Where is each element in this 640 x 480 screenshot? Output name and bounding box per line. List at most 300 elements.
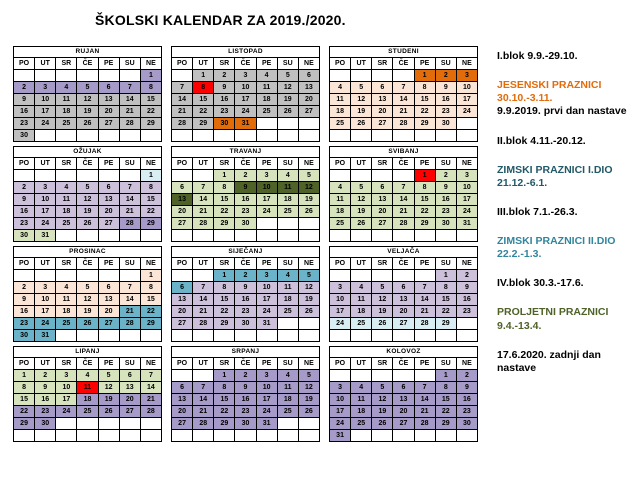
day-cell [330,170,351,182]
day-cell [119,170,140,182]
day-cell [372,330,393,342]
day-cell: 7 [393,82,414,94]
day-cell: 14 [193,294,214,306]
day-cell: 3 [330,282,351,294]
day-cell: 2 [235,270,256,282]
day-cell: 12 [372,394,393,406]
day-cell [119,130,140,142]
day-cell: 9 [456,382,477,394]
month-title: KOLOVOZ [330,347,478,358]
day-cell: 12 [277,82,298,94]
day-cell: 28 [393,218,414,230]
day-cell [393,370,414,382]
day-cell [193,130,214,142]
day-cell: 10 [35,294,56,306]
day-cell [193,270,214,282]
day-cell [298,418,319,430]
day-header: ČE [235,158,256,170]
day-cell: 29 [193,118,214,130]
day-cell [351,270,372,282]
day-cell: 15 [214,394,235,406]
day-cell: 12 [351,194,372,206]
day-cell: 1 [14,370,35,382]
day-cell: 24 [256,306,277,318]
legend-item: III.blok 7.1.-26.3. [497,205,578,218]
day-cell [414,130,435,142]
day-cell: 23 [235,306,256,318]
day-cell: 26 [351,218,372,230]
day-cell: 13 [372,194,393,206]
day-cell: 3 [35,282,56,294]
day-cell [277,218,298,230]
day-cell [277,318,298,330]
day-cell: 2 [14,82,35,94]
day-cell: 25 [77,406,98,418]
day-cell [77,330,98,342]
day-header: UT [193,58,214,70]
day-header: SR [372,258,393,270]
day-cell: 16 [14,206,35,218]
day-cell: 8 [214,282,235,294]
legend-item: 17.6.2020. zadnji dan nastave [497,348,601,374]
day-cell: 9 [235,182,256,194]
day-cell: 12 [298,282,319,294]
day-header: SU [119,258,140,270]
day-cell: 3 [456,70,477,82]
day-cell [35,170,56,182]
day-cell: 11 [351,294,372,306]
day-header: SR [372,158,393,170]
day-cell: 1 [414,70,435,82]
day-cell [256,230,277,242]
day-cell: 20 [172,306,193,318]
day-cell [172,330,193,342]
day-cell: 9 [14,294,35,306]
day-cell: 7 [119,182,140,194]
day-cell: 8 [140,182,161,194]
day-cell: 12 [98,382,119,394]
day-cell: 7 [119,82,140,94]
day-cell: 8 [435,382,456,394]
day-header: PE [414,58,435,70]
day-cell: 22 [414,106,435,118]
day-cell: 14 [414,394,435,406]
day-cell: 3 [35,182,56,194]
day-cell: 31 [330,430,351,442]
day-cell: 19 [351,206,372,218]
day-cell: 26 [77,118,98,130]
day-cell: 26 [277,106,298,118]
day-cell: 30 [435,218,456,230]
day-cell: 3 [35,82,56,94]
day-header: PE [98,158,119,170]
day-cell [235,230,256,242]
day-cell: 23 [14,218,35,230]
day-cell: 12 [351,94,372,106]
day-cell [393,70,414,82]
day-cell: 18 [277,394,298,406]
day-cell [214,330,235,342]
calendar-prosinac [13,246,162,342]
day-cell: 2 [435,70,456,82]
month-title: LIPANJ [14,347,162,358]
day-header: PO [172,58,193,70]
day-cell: 13 [98,294,119,306]
day-cell: 29 [414,118,435,130]
day-cell [277,230,298,242]
day-header: SU [277,358,298,370]
day-cell [256,430,277,442]
day-cell: 26 [351,118,372,130]
day-cell: 4 [330,82,351,94]
day-cell: 14 [119,194,140,206]
day-cell: 6 [172,382,193,394]
day-cell [193,230,214,242]
day-cell: 4 [330,182,351,194]
day-cell: 29 [140,118,161,130]
day-cell: 21 [193,406,214,418]
day-cell: 11 [351,394,372,406]
day-cell [98,170,119,182]
day-cell [372,370,393,382]
day-cell: 3 [456,170,477,182]
day-cell: 17 [35,106,56,118]
day-cell [140,418,161,430]
day-cell: 13 [298,82,319,94]
calendar-srpanj [171,346,320,442]
month-title: PROSINAC [14,247,162,258]
day-cell [35,430,56,442]
day-cell [456,318,477,330]
day-header: ČE [393,58,414,70]
day-cell [256,330,277,342]
day-cell [414,370,435,382]
day-cell: 15 [14,394,35,406]
day-cell: 10 [35,94,56,106]
day-cell: 30 [435,118,456,130]
day-cell [14,270,35,282]
day-cell [77,418,98,430]
day-header: SR [56,358,77,370]
day-cell: 18 [330,206,351,218]
day-cell [414,270,435,282]
day-cell [298,218,319,230]
page-title: ŠKOLSKI KALENDAR ZA 2019./2020. [95,12,346,28]
day-cell [277,430,298,442]
day-cell: 21 [119,206,140,218]
day-cell: 26 [77,218,98,230]
month-title: VELJAČA [330,247,478,258]
day-header: PE [414,258,435,270]
day-cell: 24 [56,406,77,418]
day-cell: 8 [140,82,161,94]
day-cell: 21 [119,306,140,318]
day-cell: 30 [235,218,256,230]
day-cell: 23 [235,406,256,418]
day-cell [119,430,140,442]
day-cell: 2 [456,270,477,282]
day-cell: 5 [98,370,119,382]
day-cell [351,70,372,82]
day-cell: 26 [298,206,319,218]
day-cell: 29 [435,318,456,330]
day-cell: 28 [193,418,214,430]
day-cell [393,230,414,242]
day-cell: 16 [235,394,256,406]
day-cell: 20 [172,206,193,218]
day-cell: 10 [256,382,277,394]
day-header: PO [172,158,193,170]
day-cell [98,130,119,142]
day-cell: 16 [456,294,477,306]
day-cell: 20 [98,306,119,318]
day-cell: 17 [35,206,56,218]
day-header: ČE [393,158,414,170]
day-cell [119,330,140,342]
day-header: SR [214,358,235,370]
day-cell: 4 [77,370,98,382]
day-cell: 16 [435,94,456,106]
day-cell: 15 [140,194,161,206]
day-cell: 12 [298,182,319,194]
day-cell [414,430,435,442]
day-cell: 27 [393,418,414,430]
day-cell: 19 [77,306,98,318]
day-cell: 3 [235,70,256,82]
day-cell: 13 [172,394,193,406]
day-cell: 27 [172,318,193,330]
day-cell [56,230,77,242]
day-cell: 27 [119,406,140,418]
day-cell [277,330,298,342]
day-header: SR [56,58,77,70]
day-cell: 18 [351,406,372,418]
day-cell: 23 [214,106,235,118]
day-header: SU [277,58,298,70]
day-header: SU [435,58,456,70]
day-cell: 5 [277,70,298,82]
day-cell: 15 [435,394,456,406]
day-cell: 15 [193,94,214,106]
day-cell: 15 [140,94,161,106]
day-cell: 21 [193,206,214,218]
day-cell: 15 [414,194,435,206]
day-cell: 13 [98,194,119,206]
day-cell: 29 [435,418,456,430]
day-cell: 2 [235,170,256,182]
day-cell: 6 [98,82,119,94]
day-cell [393,430,414,442]
day-cell: 1 [214,270,235,282]
day-cell: 7 [414,382,435,394]
day-cell: 12 [77,194,98,206]
day-cell [140,130,161,142]
day-cell: 5 [298,170,319,182]
day-cell: 20 [393,406,414,418]
day-cell: 3 [330,382,351,394]
day-cell: 20 [172,406,193,418]
day-cell: 21 [119,106,140,118]
day-cell [98,70,119,82]
day-header: NE [140,258,161,270]
day-cell: 14 [119,294,140,306]
day-cell [77,130,98,142]
day-cell [119,70,140,82]
day-cell: 16 [235,194,256,206]
day-cell: 9 [435,82,456,94]
day-cell: 17 [456,194,477,206]
day-header: PO [172,358,193,370]
day-cell: 20 [372,106,393,118]
day-cell [435,330,456,342]
day-cell: 14 [172,94,193,106]
day-cell [372,230,393,242]
day-cell: 20 [98,206,119,218]
day-cell: 2 [35,370,56,382]
day-cell: 6 [98,182,119,194]
day-cell: 20 [393,306,414,318]
calendar-ožujak [13,146,162,242]
month-title: SVIBANJ [330,147,478,158]
day-cell: 4 [351,282,372,294]
day-cell [298,318,319,330]
day-cell [372,70,393,82]
day-cell [214,230,235,242]
day-cell: 10 [456,82,477,94]
day-cell: 1 [140,170,161,182]
day-header: PO [330,158,351,170]
legend-item: PROLJETNI PRAZNICI 9.4.-13.4. [497,306,609,332]
day-cell [256,218,277,230]
day-cell [140,430,161,442]
day-cell [298,230,319,242]
day-header: ČE [235,358,256,370]
day-cell: 30 [214,118,235,130]
day-cell: 27 [98,218,119,230]
day-cell: 17 [35,306,56,318]
day-cell: 7 [193,282,214,294]
day-cell: 17 [256,294,277,306]
day-header: PO [330,358,351,370]
calendar-svibanj [329,146,478,242]
day-cell [119,418,140,430]
day-cell [56,170,77,182]
day-cell: 4 [256,70,277,82]
day-cell: 18 [277,194,298,206]
day-header: SU [435,258,456,270]
day-cell: 20 [98,106,119,118]
day-cell: 11 [277,182,298,194]
day-cell: 7 [140,370,161,382]
day-cell: 4 [351,382,372,394]
day-cell: 28 [414,418,435,430]
day-cell: 26 [298,306,319,318]
day-header: UT [35,158,56,170]
day-cell [56,270,77,282]
day-cell: 2 [456,370,477,382]
day-cell: 8 [214,382,235,394]
day-header: NE [456,158,477,170]
calendar-studeni [329,46,478,142]
day-cell [214,130,235,142]
day-cell: 23 [456,306,477,318]
day-cell: 24 [330,318,351,330]
day-cell [330,330,351,342]
day-cell: 16 [14,306,35,318]
day-cell [393,130,414,142]
day-cell: 28 [119,118,140,130]
day-header: PE [98,358,119,370]
day-cell [256,118,277,130]
day-cell: 26 [298,406,319,418]
day-header: PE [414,358,435,370]
day-cell: 1 [140,270,161,282]
day-cell: 7 [414,282,435,294]
day-cell: 19 [77,106,98,118]
day-cell: 4 [56,282,77,294]
day-cell: 5 [351,182,372,194]
day-header: SR [372,58,393,70]
day-cell [235,430,256,442]
day-cell: 27 [98,318,119,330]
day-cell: 30 [235,318,256,330]
day-cell: 10 [256,282,277,294]
day-cell: 24 [35,218,56,230]
legend-item: IV.blok 30.3.-17.6. [497,277,584,290]
day-cell: 24 [330,418,351,430]
day-cell [256,130,277,142]
day-cell: 18 [56,106,77,118]
day-cell: 10 [256,182,277,194]
day-cell: 16 [14,106,35,118]
day-cell [56,418,77,430]
day-cell: 1 [414,170,435,182]
day-cell: 7 [193,182,214,194]
day-cell [214,430,235,442]
day-cell: 19 [298,394,319,406]
day-cell: 31 [256,418,277,430]
day-cell: 15 [414,94,435,106]
day-cell: 4 [56,182,77,194]
day-header: NE [140,358,161,370]
day-header: UT [351,258,372,270]
day-cell [298,430,319,442]
day-header: PE [256,258,277,270]
day-cell [277,418,298,430]
legend-item: ZIMSKI PRAZNICI II.DIO 22.2.-1.3. [497,235,616,261]
day-cell: 19 [277,94,298,106]
day-cell: 13 [393,394,414,406]
day-cell [172,230,193,242]
day-cell: 11 [330,94,351,106]
day-header: PO [14,258,35,270]
day-cell: 8 [14,382,35,394]
day-header: UT [193,158,214,170]
day-cell: 10 [35,194,56,206]
day-cell: 8 [435,282,456,294]
day-cell: 8 [214,182,235,194]
day-header: ČE [393,258,414,270]
day-cell [414,230,435,242]
month-title: TRAVANJ [172,147,320,158]
day-cell: 11 [256,82,277,94]
day-cell: 28 [119,318,140,330]
day-header: UT [35,58,56,70]
day-cell: 19 [98,394,119,406]
day-cell: 29 [214,418,235,430]
month-title: SRPANJ [172,347,320,358]
day-cell: 25 [277,306,298,318]
